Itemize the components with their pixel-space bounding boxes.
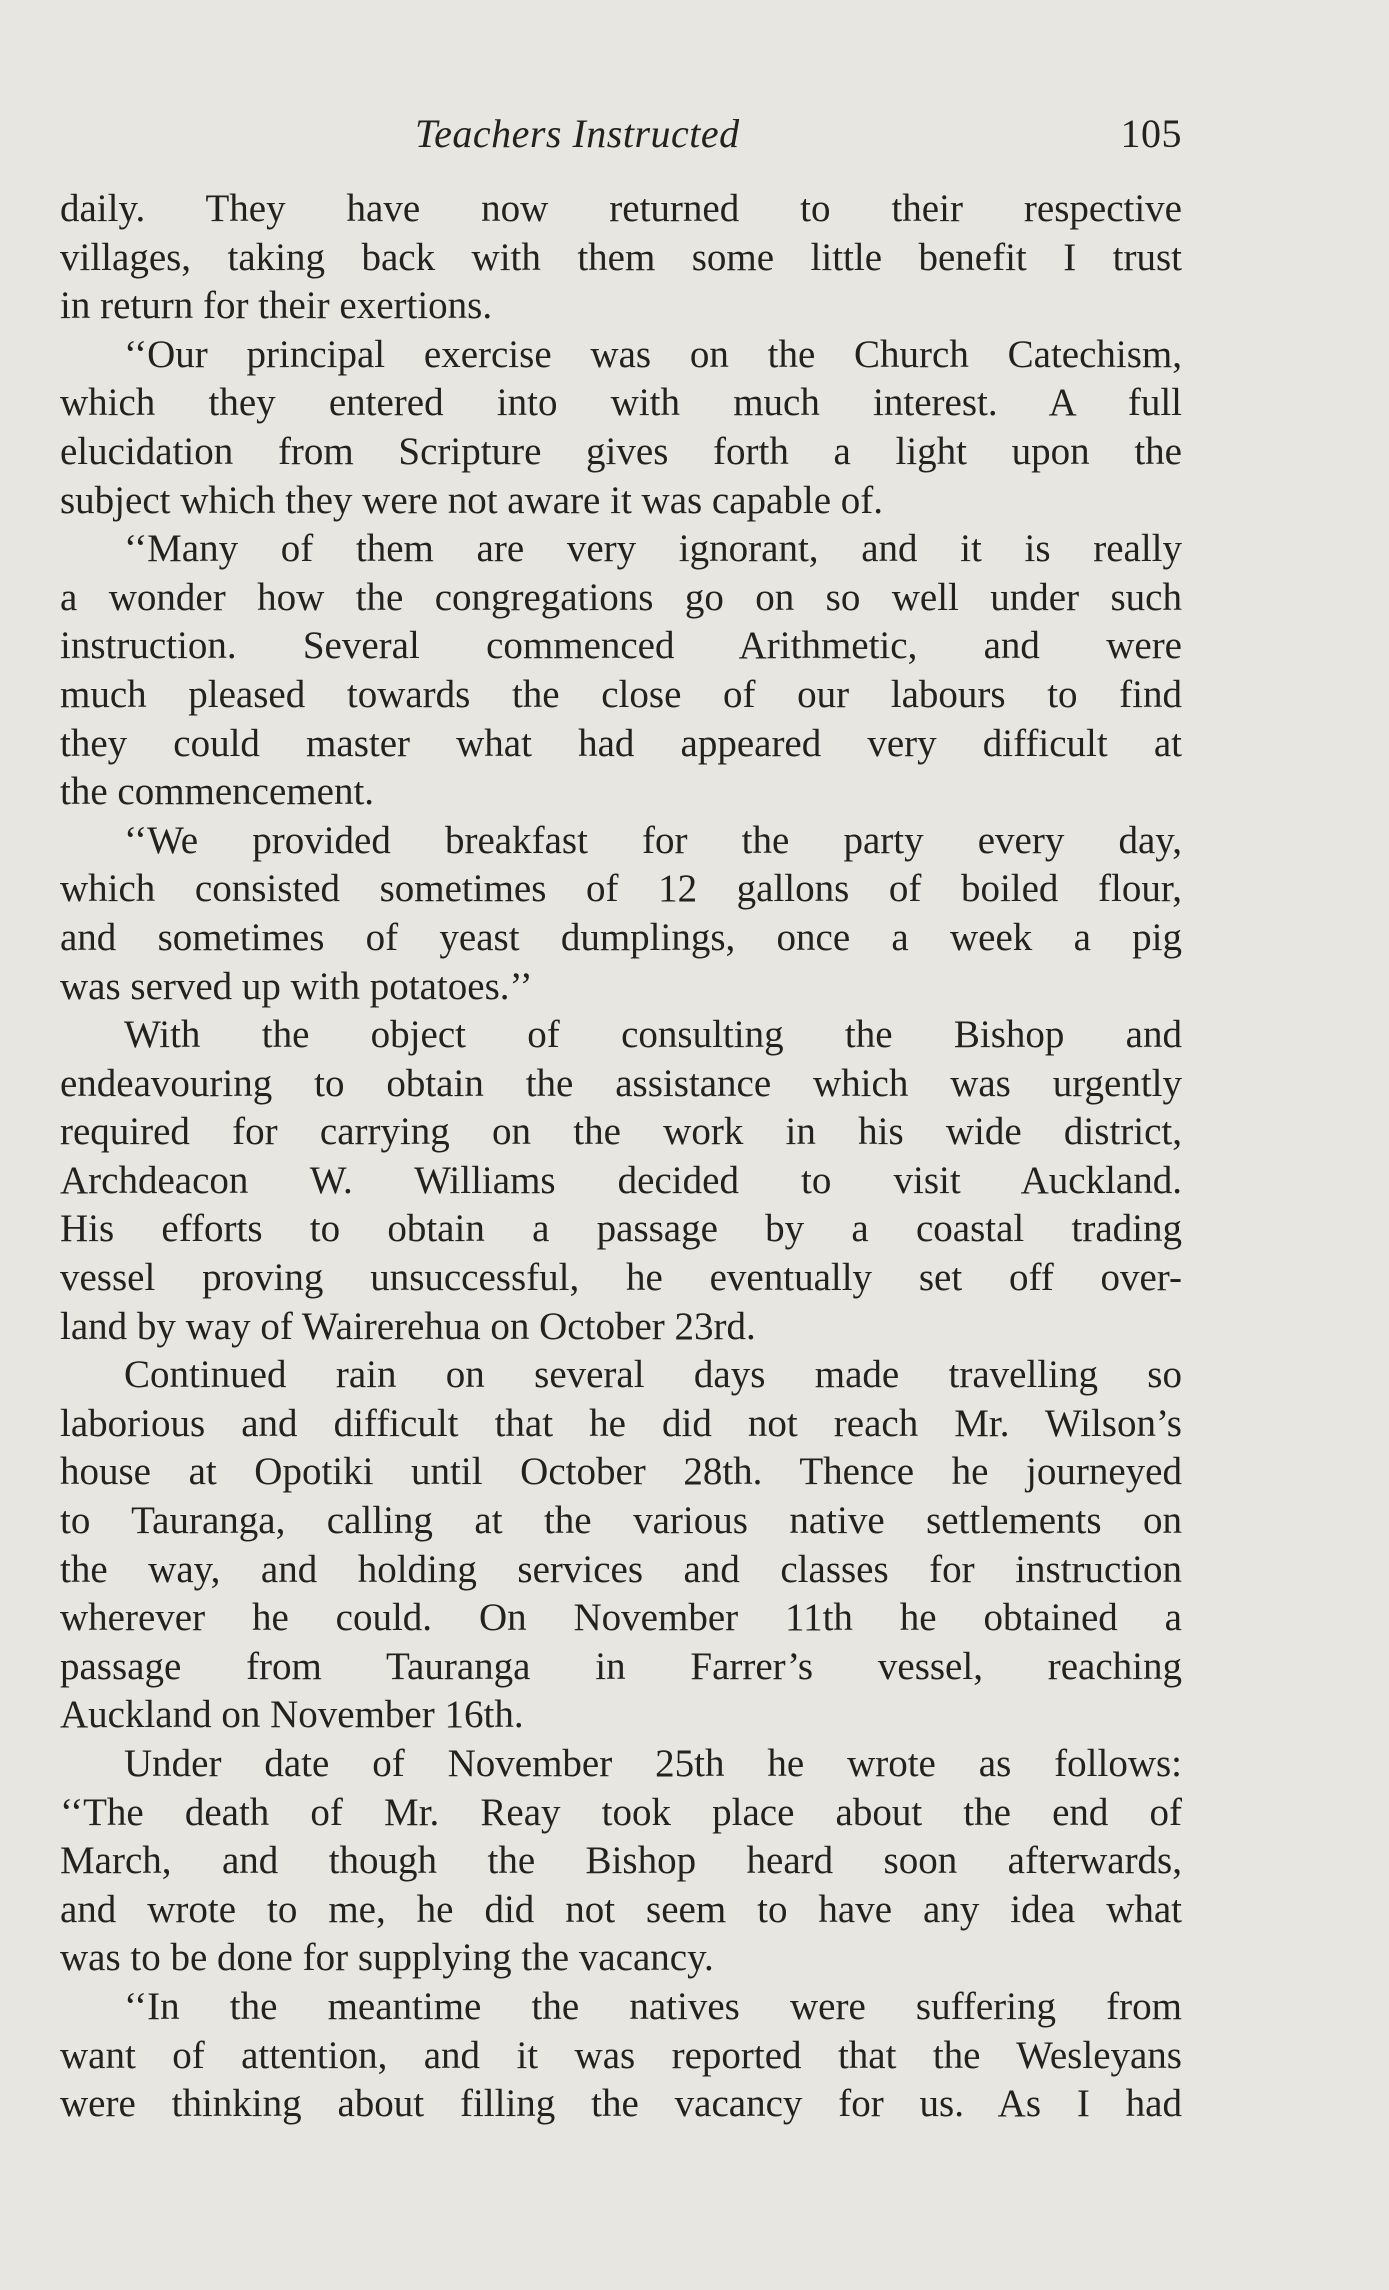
- text-line: laborious and difficult that he did not reach Mr. Wilson’s: [60, 1401, 1182, 1445]
- text-line: March, and though the Bishop heard soon afterwards,: [60, 1839, 1182, 1883]
- text-line: ‘‘We provided breakfast for the party every day,: [124, 818, 1182, 862]
- text-line: ‘‘Many of them are very ignorant, and it is really: [124, 527, 1182, 571]
- text-line: and wrote to me, he did not seem to have any idea what: [60, 1887, 1182, 1931]
- text-line: to Tauranga, calling at the various native settlements on: [60, 1499, 1182, 1543]
- text-line: vessel proving unsuccessful, he eventually set off over-: [60, 1256, 1182, 1300]
- text-line: instruction. Several commenced Arithmetic, and were: [60, 624, 1182, 668]
- text-line: required for carrying on the work in his wide district,: [60, 1110, 1182, 1154]
- text-line: the way, and holding services and classes for instruction: [60, 1547, 1182, 1591]
- text-line: ‘‘In the meantime the natives were suffering from: [124, 1984, 1182, 2028]
- text-line: subject which they were not aware it was capable of.: [60, 478, 883, 522]
- text-line: His efforts to obtain a passage by a coastal trading: [60, 1207, 1182, 1251]
- text-line: which consisted sometimes of 12 gallons of boiled flour,: [60, 867, 1182, 911]
- text-line: endeavouring to obtain the assistance which was urgently: [60, 1061, 1182, 1105]
- text-line: villages, taking back with them some little benefit I trust: [60, 235, 1182, 279]
- text-line: land by way of Wairerehua on October 23rd.: [60, 1304, 756, 1348]
- chapter-title: Teachers Instructed: [415, 111, 740, 156]
- text-line: the commencement.: [60, 770, 375, 814]
- text-line: daily. They have now returned to their respective: [60, 187, 1182, 230]
- text-line: a wonder how the congregations go on so well under such: [60, 575, 1182, 619]
- text-line: they could master what had appeared very difficult at: [60, 721, 1182, 765]
- text-line: want of attention, and it was reported that the Wesleyans: [60, 2033, 1182, 2077]
- text-line: were thinking about filling the vacancy for us. As I had: [60, 2082, 1182, 2126]
- text-line: With the object of consulting the Bishop and: [124, 1013, 1182, 1057]
- text-line: Auckland on November 16th.: [60, 1693, 524, 1737]
- text-line: Under date of November 25th he wrote as follows:: [124, 1742, 1182, 1785]
- running-head: [60, 104, 1182, 164]
- text-line: was served up with potatoes.’’: [60, 964, 533, 1008]
- body-text: [60, 185, 1182, 2129]
- page-number: 105: [1120, 111, 1182, 156]
- text-line: ‘‘The death of Mr. Reay took place about the end of: [60, 1790, 1182, 1834]
- text-line: passage from Tauranga in Farrer’s vessel, reaching: [60, 1644, 1182, 1688]
- text-line: ‘‘Our principal exercise was on the Church Catechism,: [124, 332, 1182, 376]
- text-line: which they entered into with much interest. A full: [60, 381, 1182, 425]
- text-line: much pleased towards the close of our labours to find: [60, 672, 1182, 716]
- text-line: was to be done for supplying the vacancy.: [60, 1936, 714, 1980]
- text-line: house at Opotiki until October 28th. Thence he journeyed: [60, 1450, 1182, 1494]
- text-line: in return for their exertions.: [60, 284, 493, 328]
- text-line: elucidation from Scripture gives forth a light upon the: [60, 429, 1182, 473]
- text-line: wherever he could. On November 11th he obtained a: [60, 1596, 1182, 1640]
- text-line: Archdeacon W. Williams decided to visit Auckland.: [60, 1158, 1182, 1202]
- text-line: Continued rain on several days made travelling so: [124, 1353, 1182, 1397]
- text-line: and sometimes of yeast dumplings, once a week a pig: [60, 915, 1182, 959]
